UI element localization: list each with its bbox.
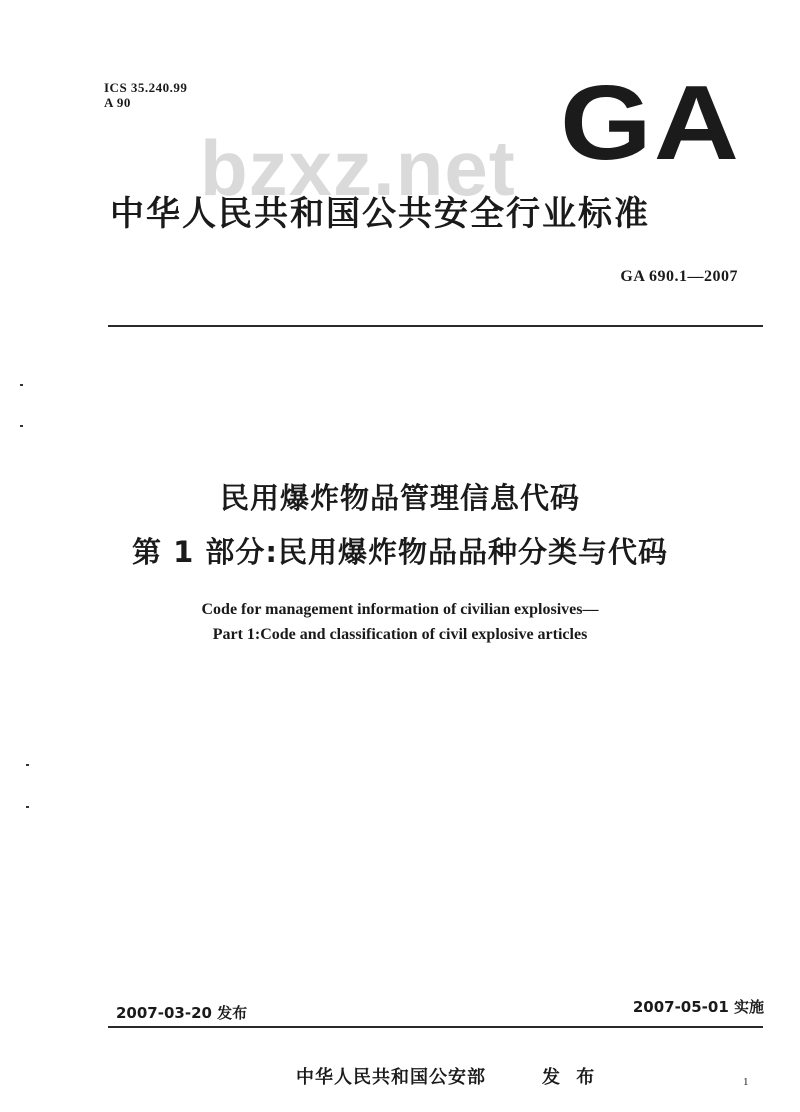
- scan-speck: [20, 425, 23, 427]
- scan-speck: [26, 764, 29, 766]
- ga-logo: GA: [560, 63, 741, 183]
- header-divider: [108, 325, 763, 327]
- watermark: bzxz.net: [200, 124, 516, 212]
- issue-action: 发 布: [542, 1067, 596, 1088]
- issue-date: 2007-03-20 发布: [116, 1004, 248, 1022]
- ics-classification: [104, 80, 187, 110]
- page-number: 1: [743, 1076, 749, 1088]
- issuing-authority: 中华人民共和国公安部: [296, 1067, 486, 1088]
- document-title-en-line2: Part 1:Code and classification of civil explosive articles: [212, 626, 588, 643]
- effective-date: 2007-05-01 实施: [632, 998, 764, 1016]
- scan-speck: [20, 384, 23, 386]
- footer-divider: [108, 1026, 763, 1028]
- standard-number: GA 690.1—2007: [620, 268, 738, 285]
- ics-code: ICS 35.240.99: [104, 80, 188, 95]
- document-title-cn-line2: 第 1 部分:民用爆炸物品品种分类与代码: [132, 535, 668, 569]
- ccs-code: A 90: [104, 95, 131, 110]
- standard-category-title: 中华人民共和国公共安全行业标准: [110, 194, 650, 234]
- document-title-cn-line1: 民用爆炸物品管理信息代码: [219, 481, 580, 515]
- scan-speck: [26, 806, 29, 808]
- document-title-en-line1: Code for management information of civilian explosives—: [201, 601, 599, 618]
